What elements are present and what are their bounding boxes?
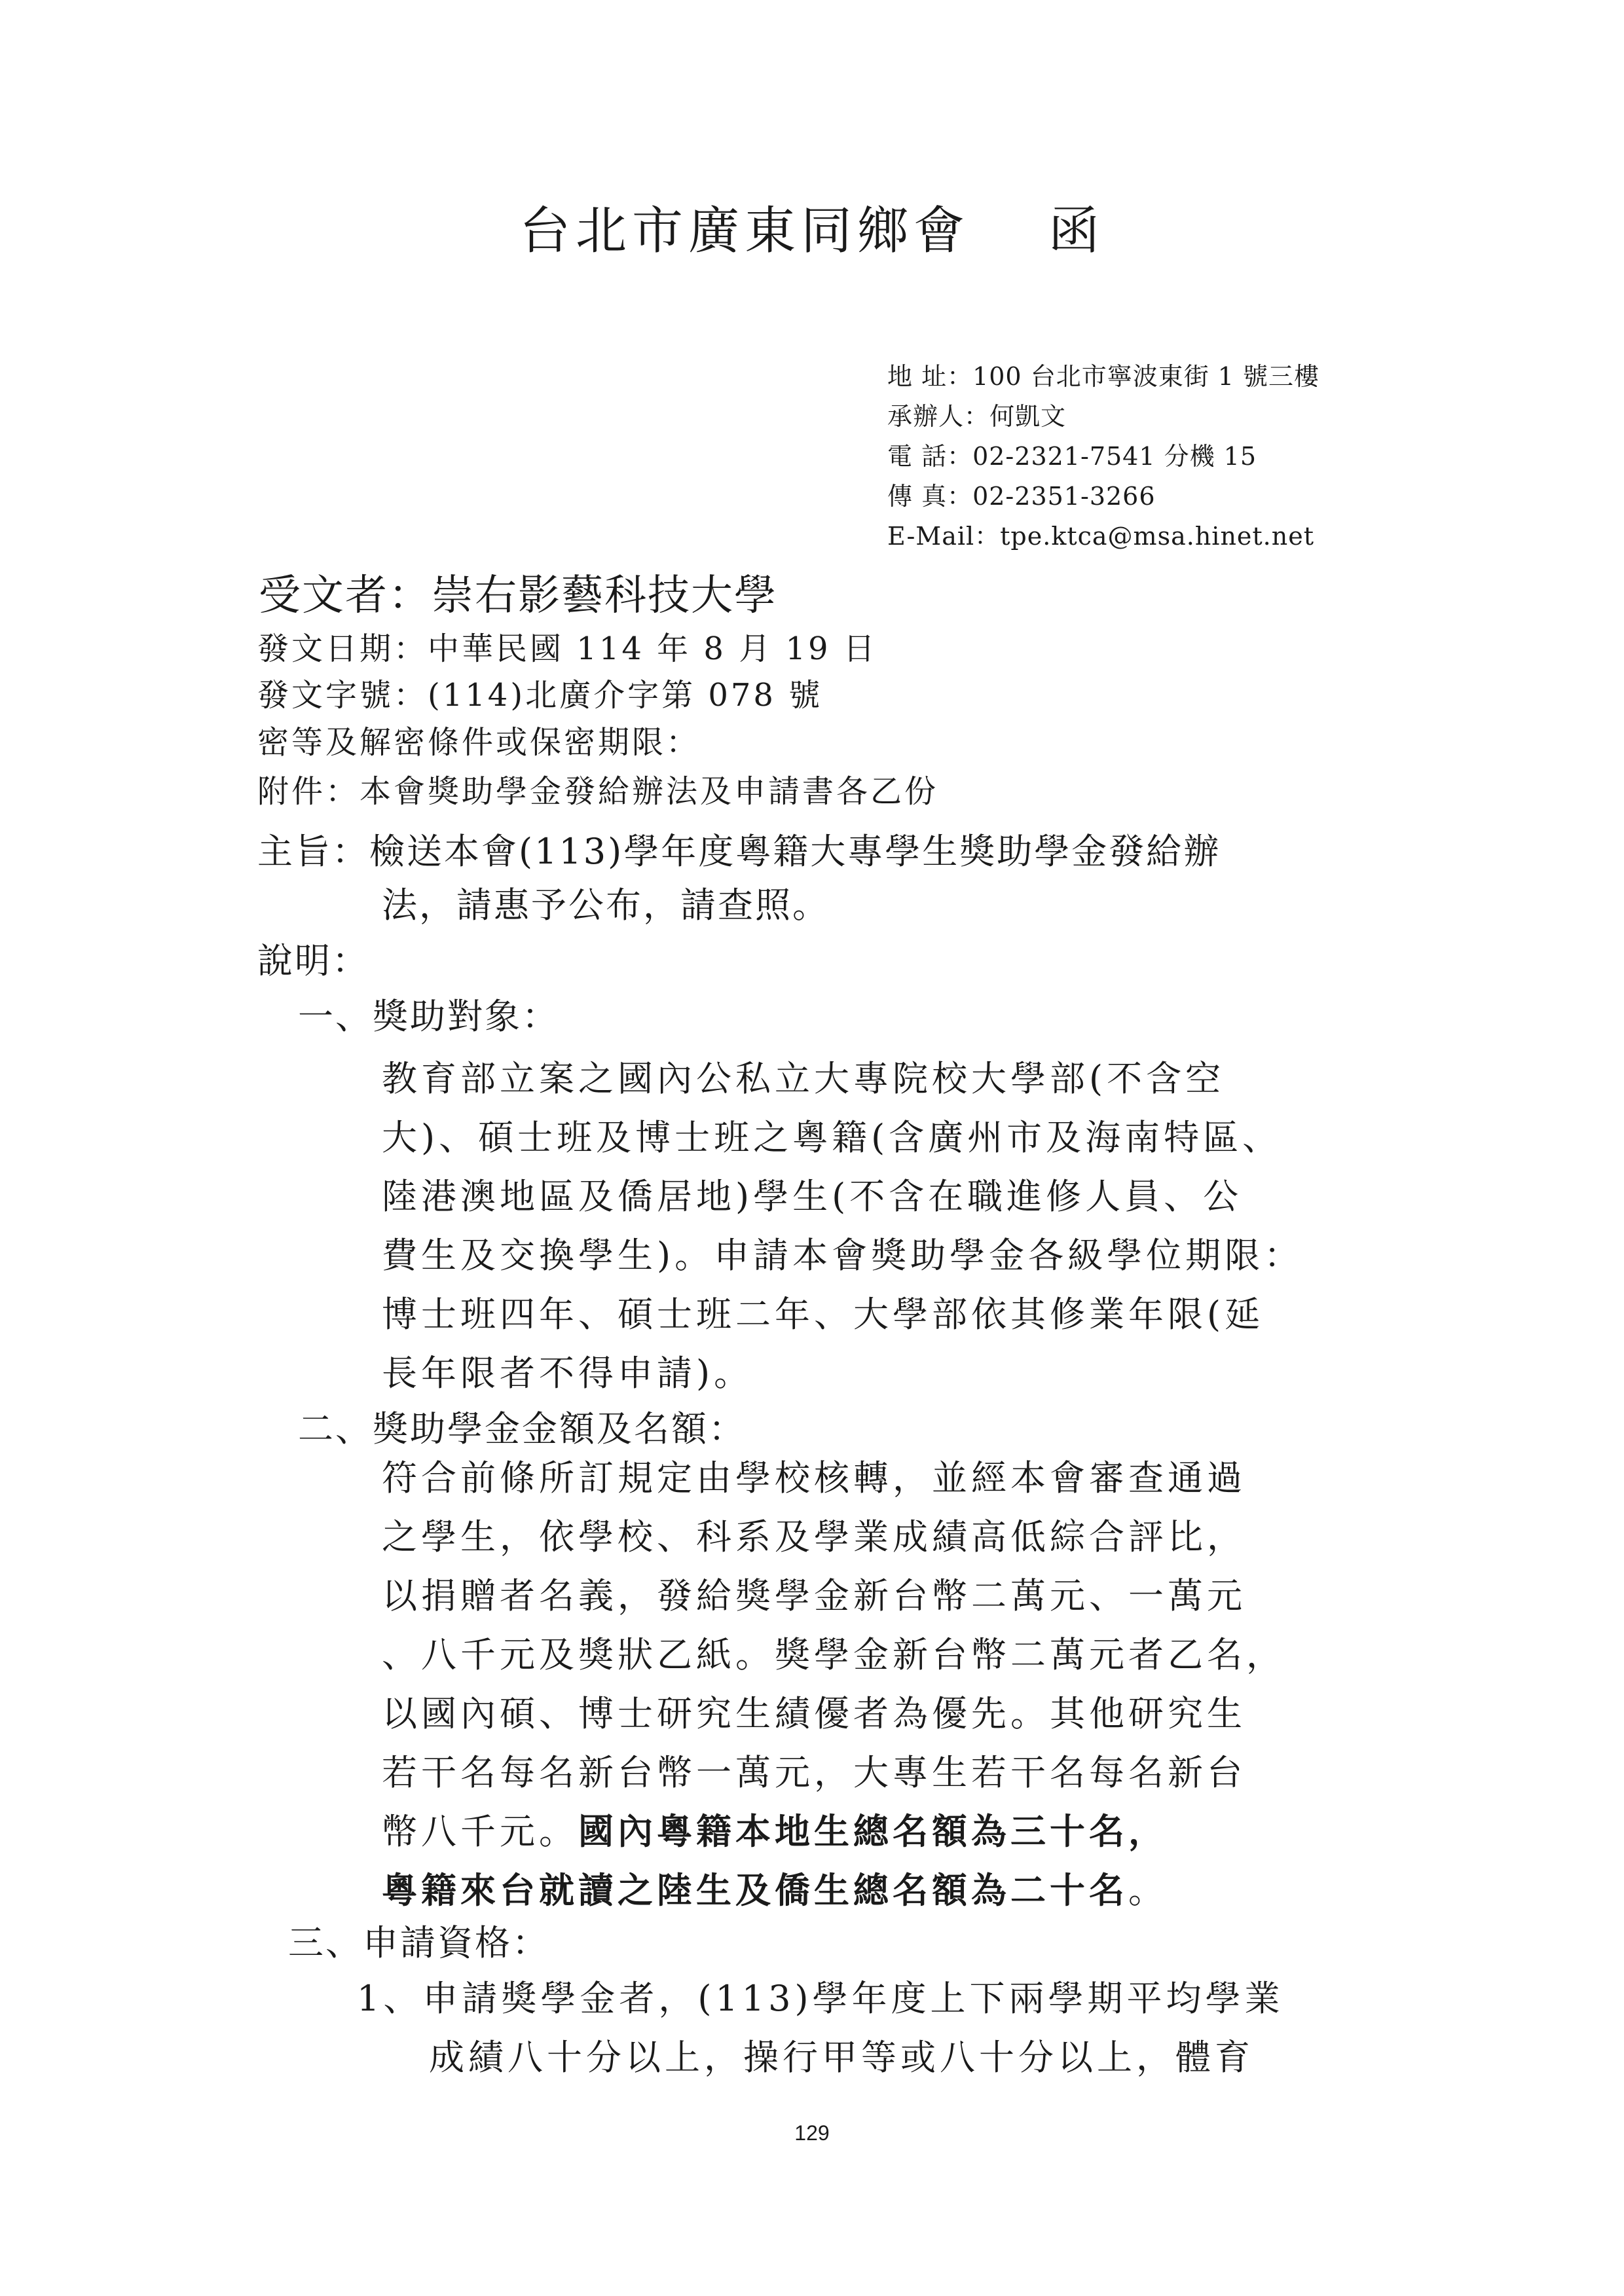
sender-email: E-Mail：tpe.ktca@msa.hinet.net xyxy=(887,522,1314,551)
org-name: 台北市廣東同鄉會 xyxy=(519,202,970,261)
section-1-line: 大)、碩士班及博士班之粵籍(含廣州市及海南特區、 xyxy=(382,1117,1282,1158)
secrecy-level: 密等及解密條件或保密期限： xyxy=(257,724,701,761)
recipient: 受文者：崇右影藝科技大學 xyxy=(259,572,777,620)
section-1-heading: 一、獎助對象： xyxy=(298,996,559,1037)
section-2-heading: 二、獎助學金金額及名額： xyxy=(298,1408,746,1449)
document-number: 發文字號：(114)北廣介字第 078 號 xyxy=(257,677,823,714)
section-2-line: 之學生，依學校、科系及學業成績高低綜合評比， xyxy=(382,1516,1246,1558)
doc-type: 函 xyxy=(1048,202,1105,261)
section-2-line: 以國內碩、博士研究生績優者為優先。其他研究生 xyxy=(382,1693,1246,1734)
local-quota-emphasis: 國內粵籍本地生總名額為三十名， xyxy=(578,1810,1168,1852)
section-1-line: 陸港澳地區及僑居地)學生(不含在職進修人員、公 xyxy=(382,1176,1243,1217)
section-2-line-8-end: 。 xyxy=(1128,1870,1168,1911)
explanation-label: 說明： xyxy=(257,940,369,981)
section-3-heading: 三、申請資格： xyxy=(288,1922,549,1963)
sender-phone: 電 話：02-2321-7541 分機 15 xyxy=(887,442,1257,471)
sender-info xyxy=(887,357,1320,556)
section-1-line: 博士班四年、碩士班二年、大學部依其修業年限(延 xyxy=(382,1294,1264,1335)
letter-title xyxy=(0,190,1624,263)
issue-date: 發文日期：中華民國 114 年 8 月 19 日 xyxy=(257,630,877,667)
section-1-line: 教育部立案之國內公私立大專院校大學部(不含空 xyxy=(382,1058,1225,1099)
subject-line-2: 法，請惠予公布，請查照。 xyxy=(382,884,830,926)
page-number: 129 xyxy=(794,2121,830,2145)
section-2-line: 若干名每名新台幣一萬元，大專生若干名每名新台 xyxy=(382,1752,1246,1793)
overseas-quota-emphasis: 粵籍來台就讀之陸生及僑生總名額為二十名 xyxy=(382,1869,1128,1911)
attachment: 附件：本會獎助學金發給辦法及申請書各乙份 xyxy=(257,773,939,810)
section-2-line: 、八千元及獎狀乙紙。獎學金新台幣二萬元者乙名， xyxy=(382,1634,1285,1675)
section-2-line-8 xyxy=(382,1863,1168,1913)
sender-fax: 傳 真：02-2351-3266 xyxy=(887,482,1156,511)
section-2-line: 以捐贈者名義，發給獎學金新台幣二萬元、一萬元 xyxy=(382,1575,1246,1616)
section-2-line-7 xyxy=(382,1804,1168,1854)
section-2-line-7-plain: 幣八千元。 xyxy=(382,1811,578,1852)
section-1-line: 費生及交換學生)。申請本會獎助學金各級學位期限： xyxy=(382,1235,1304,1276)
sender-handler: 承辦人：何凱文 xyxy=(887,402,1067,431)
section-1-line: 長年限者不得申請)。 xyxy=(382,1353,754,1394)
section-3-item-1-line-2: 成績八十分以上，操行甲等或八十分以上，體育 xyxy=(429,2037,1254,2078)
section-2-line: 符合前條所訂規定由學校核轉，並經本會審查通過 xyxy=(382,1457,1246,1499)
section-3-item-1-line-1: 1、申請獎學金者，(113)學年度上下兩學期平均學業 xyxy=(357,1978,1284,2019)
subject-line-1: 主旨：檢送本會(113)學年度粵籍大專學生獎助學金發給辦 xyxy=(257,831,1221,872)
sender-address: 地 址：100 台北市寧波東街 1 號三樓 xyxy=(887,362,1320,391)
